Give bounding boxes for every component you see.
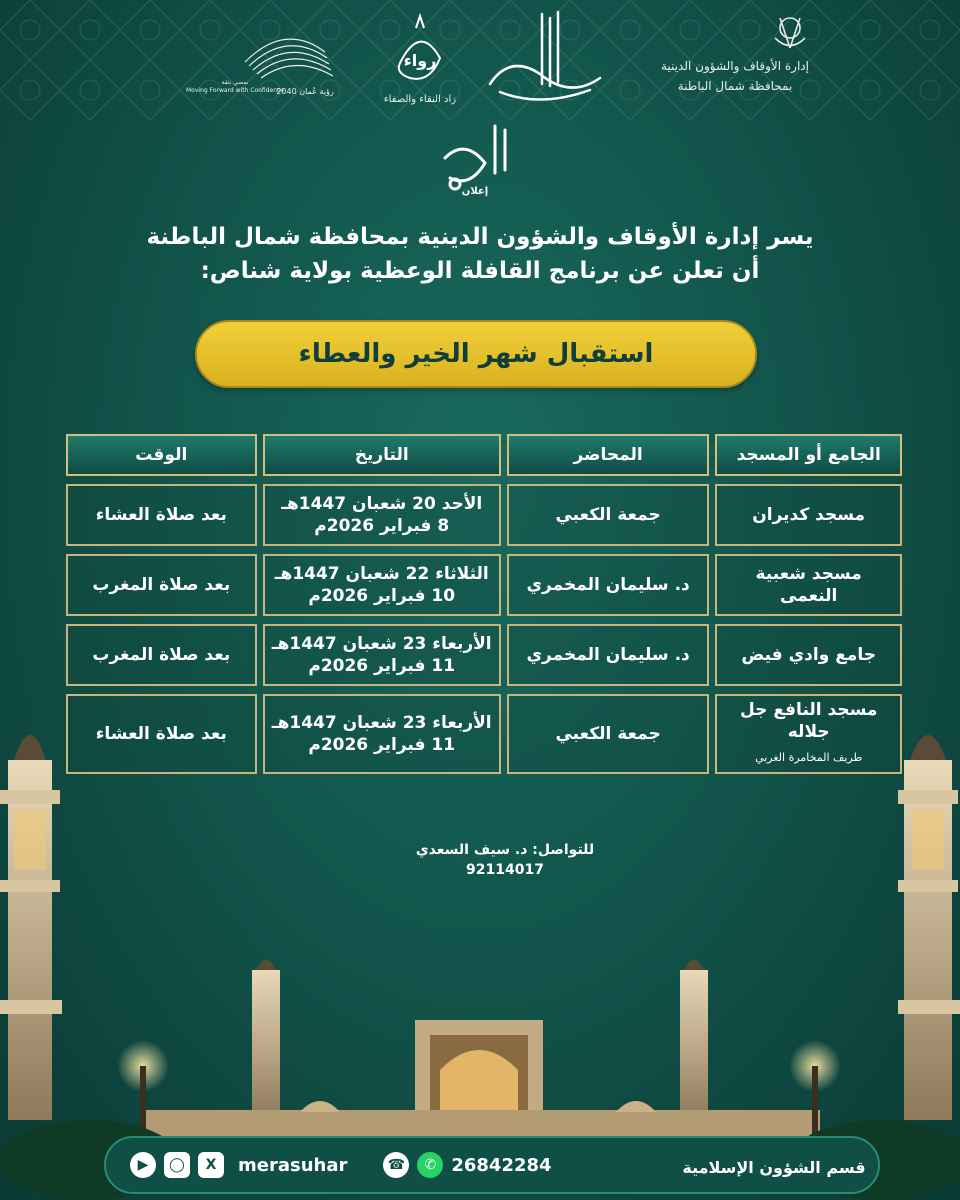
time-cell: بعد صلاة المغرب: [66, 554, 257, 616]
table-row: [66, 624, 902, 686]
mosque-cell: [715, 484, 902, 546]
footer-phone[interactable]: 26842284: [451, 1154, 552, 1176]
mosque-name: جامع وادي فيض: [741, 645, 876, 665]
date-hijri: الأربعاء 23 شعبان 1447هـ: [271, 713, 492, 733]
svg-text:زاد النقاء والصفاء: زاد النقاء والصفاء: [383, 94, 457, 105]
right-minaret: [898, 735, 960, 1120]
mosque-name: مسجد شعبية النعمى: [755, 564, 862, 606]
mosque-name: مسجد كديران: [752, 505, 866, 525]
social-links: [130, 1152, 347, 1178]
date-hijri: الثلاثاء 22 شعبان 1447هـ: [274, 564, 489, 584]
announcement-calligraphy: [425, 118, 525, 198]
contact-phone: 92114017: [466, 862, 544, 878]
date-hijri: الأربعاء 23 شعبان 1447هـ: [271, 634, 492, 654]
date-cell: [263, 624, 501, 686]
banner-title: استقبال شهر الخير والعطاء: [298, 339, 654, 369]
intro-line-1: يسر إدارة الأوقاف والشؤون الدينية بمحافظة شمال الباطنة: [146, 224, 814, 250]
date-cell: [263, 484, 501, 546]
whatsapp-icon[interactable]: ✆: [417, 1152, 443, 1178]
header-mosque: الجامع أو المسجد: [715, 434, 902, 476]
speaker-cell: د. سليمان المخمري: [507, 554, 710, 616]
header-date: التاريخ: [263, 434, 501, 476]
time-cell: بعد صلاة العشاء: [66, 484, 257, 546]
rawa-logo: [380, 8, 460, 108]
svg-text:إعلان: إعلان: [461, 186, 489, 197]
table-row: [66, 484, 902, 546]
time-cell: بعد صلاة العشاء: [66, 694, 257, 774]
mosque-illustration: [0, 700, 960, 1200]
mosque-cell: [715, 554, 902, 616]
phone-icon[interactable]: ☎: [383, 1152, 409, 1178]
speaker-cell: جمعة الكعبي: [507, 694, 710, 774]
mosque-cell: [715, 624, 902, 686]
header-time: الوقت: [66, 434, 257, 476]
x-icon[interactable]: X: [198, 1152, 224, 1178]
header-speaker: المحاضر: [507, 434, 710, 476]
contact-label: للتواصل: د. سيف السعدي: [415, 842, 595, 858]
table-header-row: [66, 434, 902, 476]
date-gregorian: 10 فبراير 2026م: [308, 586, 456, 606]
ministry-logo: [630, 8, 840, 108]
program-title-banner: [195, 320, 757, 388]
time-cell: بعد صلاة المغرب: [66, 624, 257, 686]
instagram-icon[interactable]: ◯: [164, 1152, 190, 1178]
mosque-location: طريف المخامرة الغربي: [755, 751, 863, 764]
left-minaret: [0, 735, 62, 1120]
svg-text:بمحافظة شمال الباطنة: بمحافظة شمال الباطنة: [677, 79, 793, 93]
intro-line-2: أن تعلن عن برنامج القافلة الوعظية بولاية شناص:: [200, 258, 760, 284]
svg-text:قسم الشؤون الإسلامية: قسم الشؤون الإسلامية: [682, 1158, 866, 1177]
svg-text:إدارة الأوقاف والشؤون الدينية: إدارة الأوقاف والشؤون الدينية: [661, 59, 809, 73]
date-gregorian: 11 فبراير 2026م: [308, 735, 456, 755]
svg-text:نمضي بثقة: نمضي بثقة: [221, 79, 249, 86]
svg-text:رواء: رواء: [403, 51, 437, 70]
date-gregorian: 11 فبراير 2026م: [308, 656, 456, 676]
date-gregorian: 8 فبراير 2026م: [314, 516, 450, 536]
social-handle[interactable]: merasuhar: [238, 1154, 348, 1176]
calligraphy-emblem: [480, 4, 610, 114]
phone-contact: [383, 1152, 551, 1178]
youtube-icon[interactable]: ▶: [130, 1152, 156, 1178]
oman-vision-2040-logo: [186, 22, 365, 102]
svg-text:Moving Forward with Confidence: Moving Forward with Confidence: [186, 87, 284, 94]
table-row: [66, 554, 902, 616]
date-hijri: الأحد 20 شعبان 1447هـ: [281, 494, 483, 514]
speaker-cell: د. سليمان المخمري: [507, 624, 710, 686]
footer-bar: [104, 1136, 880, 1194]
islamic-affairs-department-logo: [682, 1143, 866, 1187]
mosque-name: مسجد النافع جل جلاله: [739, 700, 878, 742]
svg-text:رؤية عُمان 2040: رؤية عُمان 2040: [276, 87, 334, 96]
date-cell: [263, 554, 501, 616]
logo-bar: [0, 0, 960, 120]
intro-text: [100, 220, 860, 288]
speaker-cell: جمعة الكعبي: [507, 484, 710, 546]
